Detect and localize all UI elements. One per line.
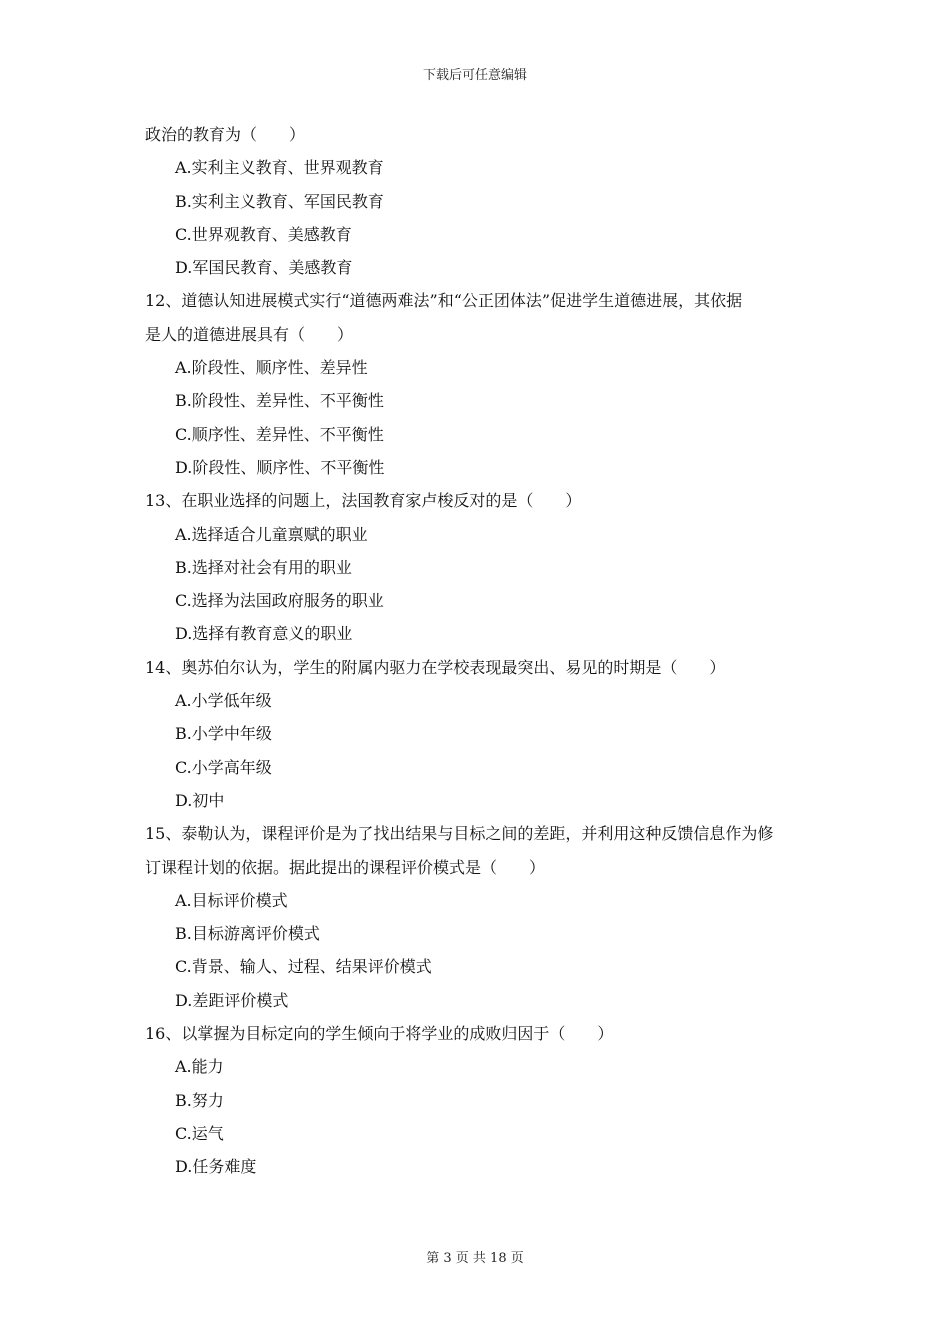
question-stem: 12、道德认知进展模式实行“道德两难法”和“公正团体法”促进学生道德进展，其依据 xyxy=(145,291,743,311)
question-14 xyxy=(145,657,815,823)
option-b: B.选择对社会有用的职业 xyxy=(175,557,352,577)
option-d: D.初中 xyxy=(175,790,225,810)
question-16 xyxy=(145,1023,815,1189)
option-d: D.选择有教育意义的职业 xyxy=(175,624,353,644)
question-list xyxy=(145,124,815,1190)
option-a: A.实利主义教育、世界观教育 xyxy=(175,158,384,178)
option-a: A.选择适合儿童禀赋的职业 xyxy=(175,524,368,544)
option-d: D.差距评价模式 xyxy=(175,990,289,1010)
question-stem: 15、泰勒认为，课程评价是为了找出结果与目标之间的差距，并利用这种反馈信息作为修 xyxy=(145,824,774,844)
option-a: A.阶段性、顺序性、差异性 xyxy=(175,358,368,378)
option-c: C.世界观教育、美感教育 xyxy=(175,224,352,244)
option-b: B.努力 xyxy=(175,1090,224,1110)
question-stem-continued: 是人的道德进展具有（ ） xyxy=(145,324,354,344)
page-header: 下载后可任意编辑 xyxy=(422,68,527,83)
option-d: D.军国民教育、美感教育 xyxy=(175,258,353,278)
option-c: C.运气 xyxy=(175,1123,224,1143)
option-c: C.小学高年级 xyxy=(175,757,272,777)
option-b: B.实利主义教育、军国民教育 xyxy=(175,191,384,211)
question-stem: 政治的教育为（ ） xyxy=(145,125,306,144)
option-c: C.选择为法国政府服务的职业 xyxy=(175,591,384,611)
question-15 xyxy=(145,823,815,1023)
option-d: D.任务难度 xyxy=(175,1157,257,1177)
question-stem-continued: 订课程计划的依据。据此提出的课程评价模式是（ ） xyxy=(145,857,546,877)
question-11 xyxy=(145,124,815,290)
question-stem: 13、在职业选择的问题上，法国教育家卢梭反对的是（ ） xyxy=(145,491,582,511)
option-d: D.阶段性、顺序性、不平衡性 xyxy=(175,457,385,477)
question-stem: 16、以掌握为目标定向的学生倾向于将学业的成败归因于（ ） xyxy=(145,1024,614,1044)
page-footer: 第 3 页 共 18 页 xyxy=(426,1251,524,1266)
option-b: B.目标游离评价模式 xyxy=(175,924,320,944)
option-b: B.阶段性、差异性、不平衡性 xyxy=(175,391,384,411)
option-c: C.背景、输人、过程、结果评价模式 xyxy=(175,957,432,977)
option-a: A.小学低年级 xyxy=(175,691,272,711)
question-12 xyxy=(145,290,815,490)
option-c: C.顺序性、差异性、不平衡性 xyxy=(175,424,384,444)
option-a: A.目标评价模式 xyxy=(175,890,288,910)
question-13 xyxy=(145,490,815,656)
option-a: A.能力 xyxy=(175,1057,224,1077)
option-b: B.小学中年级 xyxy=(175,724,272,744)
question-stem: 14、奥苏伯尔认为，学生的附属内驱力在学校表现最突出、易见的时期是（ ） xyxy=(145,657,726,677)
